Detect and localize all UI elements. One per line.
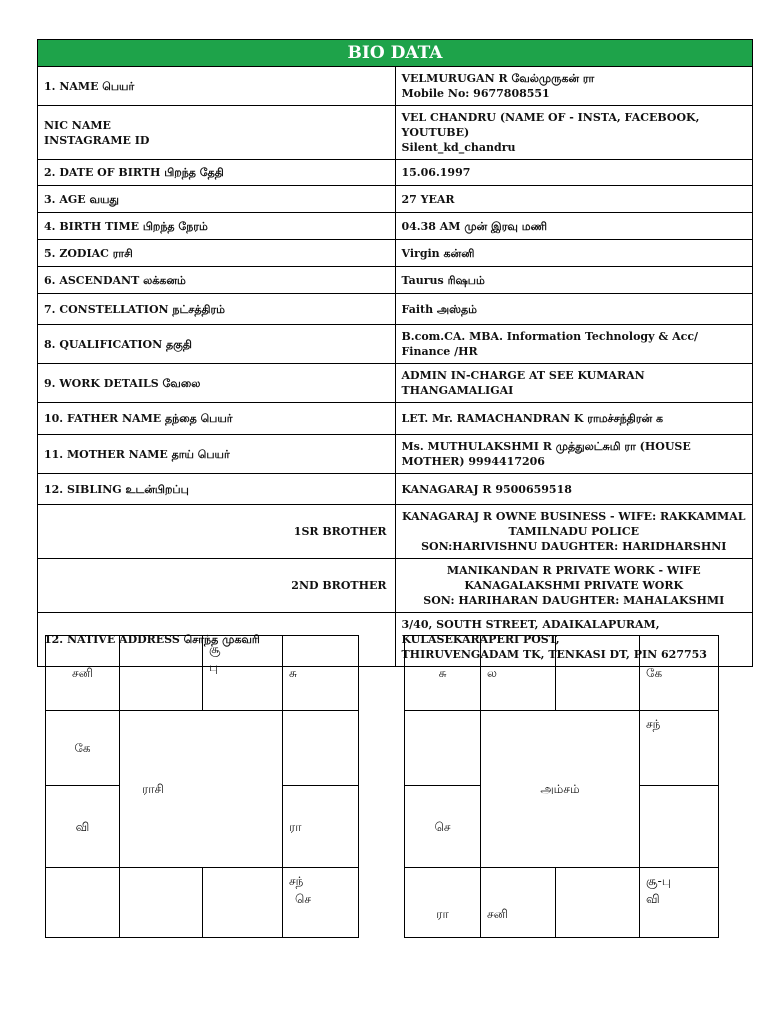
first-brother-line-1: KANAGARAJ R OWNE BUSINESS - WIFE: RAKKAMMAL TAMILNADU POLICE [402,510,746,538]
nic-name-value [395,106,753,160]
bio-data-title: BIO DATA [38,40,753,67]
qualification-label: 8. QUALIFICATION தகுதி [38,325,396,364]
amsam-cell-r2c1 [405,711,481,786]
second-brother-label: 2ND BROTHER [38,559,396,613]
rasi-cell-r3c4: ரா [283,786,359,868]
sibling-value: KANAGARAJ R 9500659518 [395,474,753,505]
dob-value: 15.06.1997 [395,160,753,186]
age-value: 27 YEAR [395,186,753,213]
amsam-cell-r4c1: ரா [405,868,481,938]
rasi-cell-r1c3 [203,636,283,711]
mother-name-label: 11. MOTHER NAME தாய் பெயர் [38,435,396,474]
rasi-cell-r2c4 [283,711,359,786]
age-label: 3. AGE வயது [38,186,396,213]
native-address-line-1: 3/40, SOUTH STREET, ADAIKALAPURAM, KULASEKARAPERI POST, [401,618,660,646]
nic-name-label-text: NIC NAME [44,118,111,132]
second-brother-value [395,559,753,613]
dob-label: 2. DATE OF BIRTH பிறந்த தேதி [38,160,396,186]
constellation-value: Faith அஸ்தம் [395,294,753,325]
rasi-cell-r1c2 [120,636,203,711]
amsam-cell-r4c2: சனி [481,868,556,938]
sibling-label: 12. SIBLING உடன்பிறப்பு [38,474,396,505]
first-brother-label: 1SR BROTHER [38,505,396,559]
amsam-cell-r1c1: சு [405,636,481,711]
amsam-cell-r1c3 [556,636,640,711]
ascendant-label: 6. ASCENDANT லக்கனம் [38,267,396,294]
rasi-cell-r4c4 [283,868,359,938]
work-details-value: ADMIN IN-CHARGE AT SEE KUMARAN THANGAMALIGAI [395,364,753,403]
rasi-center: ராசி [120,711,283,868]
ascendant-value: Taurus ரிஷபம் [395,267,753,294]
rasi-cell-r3c1: வி [46,786,120,868]
name-value [395,67,753,106]
rasi-cell-r1c4: சு [283,636,359,711]
birth-time-value: 04.38 AM முன் இரவு மணி [395,213,753,240]
nic-name-text: VEL CHANDRU (NAME OF - INSTA, FACEBOOK, YOUTUBE) [401,111,700,139]
rasi-cell-r4c3 [203,868,283,938]
rasi-cell-r4c2 [120,868,203,938]
mobile-text: Mobile No: 9677808551 [401,87,550,100]
amsam-cell-r4c4 [640,868,719,938]
name-label: 1. NAME பெயர் [38,67,396,106]
father-name-label: 10. FATHER NAME தந்தை பெயர் [38,403,396,435]
first-brother-line-2: SON:HARIVISHNU DAUGHTER: HARIDHARSHNI [421,540,727,553]
rasi-cell-r4c1 [46,868,120,938]
rasi-cell-r2c1: கே [46,711,120,786]
amsam-cell-r3c4 [640,786,719,868]
father-name-value: LET. Mr. RAMACHANDRAN K ராமச்சந்திரன் க [395,403,753,435]
rasi-chart [45,635,359,938]
constellation-label: 7. CONSTELLATION நட்சத்திரம் [38,294,396,325]
instagram-id-label-text: INSTAGRAME ID [44,133,150,147]
instagram-id-text: Silent_kd_chandru [401,141,516,154]
second-brother-line-2: SON: HARIHARAN DAUGHTER: MAHALAKSHMI [423,594,725,607]
amsam-cell-r1c4: கே [640,636,719,711]
native-address-label: 12. NATIVE ADDRESS சொந்த முகவரி [38,613,396,667]
second-brother-line-1: MANIKANDAN R PRIVATE WORK - WIFE KANAGALAKSHMI PRIVATE WORK [446,564,701,592]
amsam-cell-r4c3 [556,868,640,938]
rasi-cell-r1c3-line1: சூ [209,642,221,656]
rasi-cell-r1c3-line2: பு [209,660,218,674]
amsam-cell-r4c4-line2: வி [646,892,660,906]
native-address-line-2: THIRUVENGADAM TK, TENKASI DT, PIN 627753 [401,648,707,661]
amsam-cell-r3c1: செ [405,786,481,868]
rasi-cell-r1c1: சனி [46,636,120,711]
qualification-value: B.com.CA. MBA. Information Technology & Acc/ Finance /HR [395,325,753,364]
work-details-label: 9. WORK DETAILS வேலை [38,364,396,403]
zodiac-label: 5. ZODIAC ராசி [38,240,396,267]
birth-time-label: 4. BIRTH TIME பிறந்த நேரம் [38,213,396,240]
amsam-chart [404,635,719,938]
bio-data-table [37,39,753,667]
amsam-center: அம்சம் [481,711,640,868]
nic-name-label [38,106,396,160]
rasi-cell-r4c4-line1: சந் [289,874,304,888]
mother-name-value: Ms. MUTHULAKSHMI R முத்துலட்சுமி ரா (HOUSE MOTHER) 9994417206 [395,435,753,474]
zodiac-value: Virgin கன்னி [395,240,753,267]
amsam-cell-r1c2: ல [481,636,556,711]
first-brother-value [395,505,753,559]
rasi-cell-r4c4-line2: செ [295,892,311,906]
amsam-cell-r2c4: சந் [640,711,719,786]
amsam-cell-r4c4-line1: சூ-பு [646,874,671,888]
name-text: VELMURUGAN R வேல்முருகன் ரா [401,72,595,85]
